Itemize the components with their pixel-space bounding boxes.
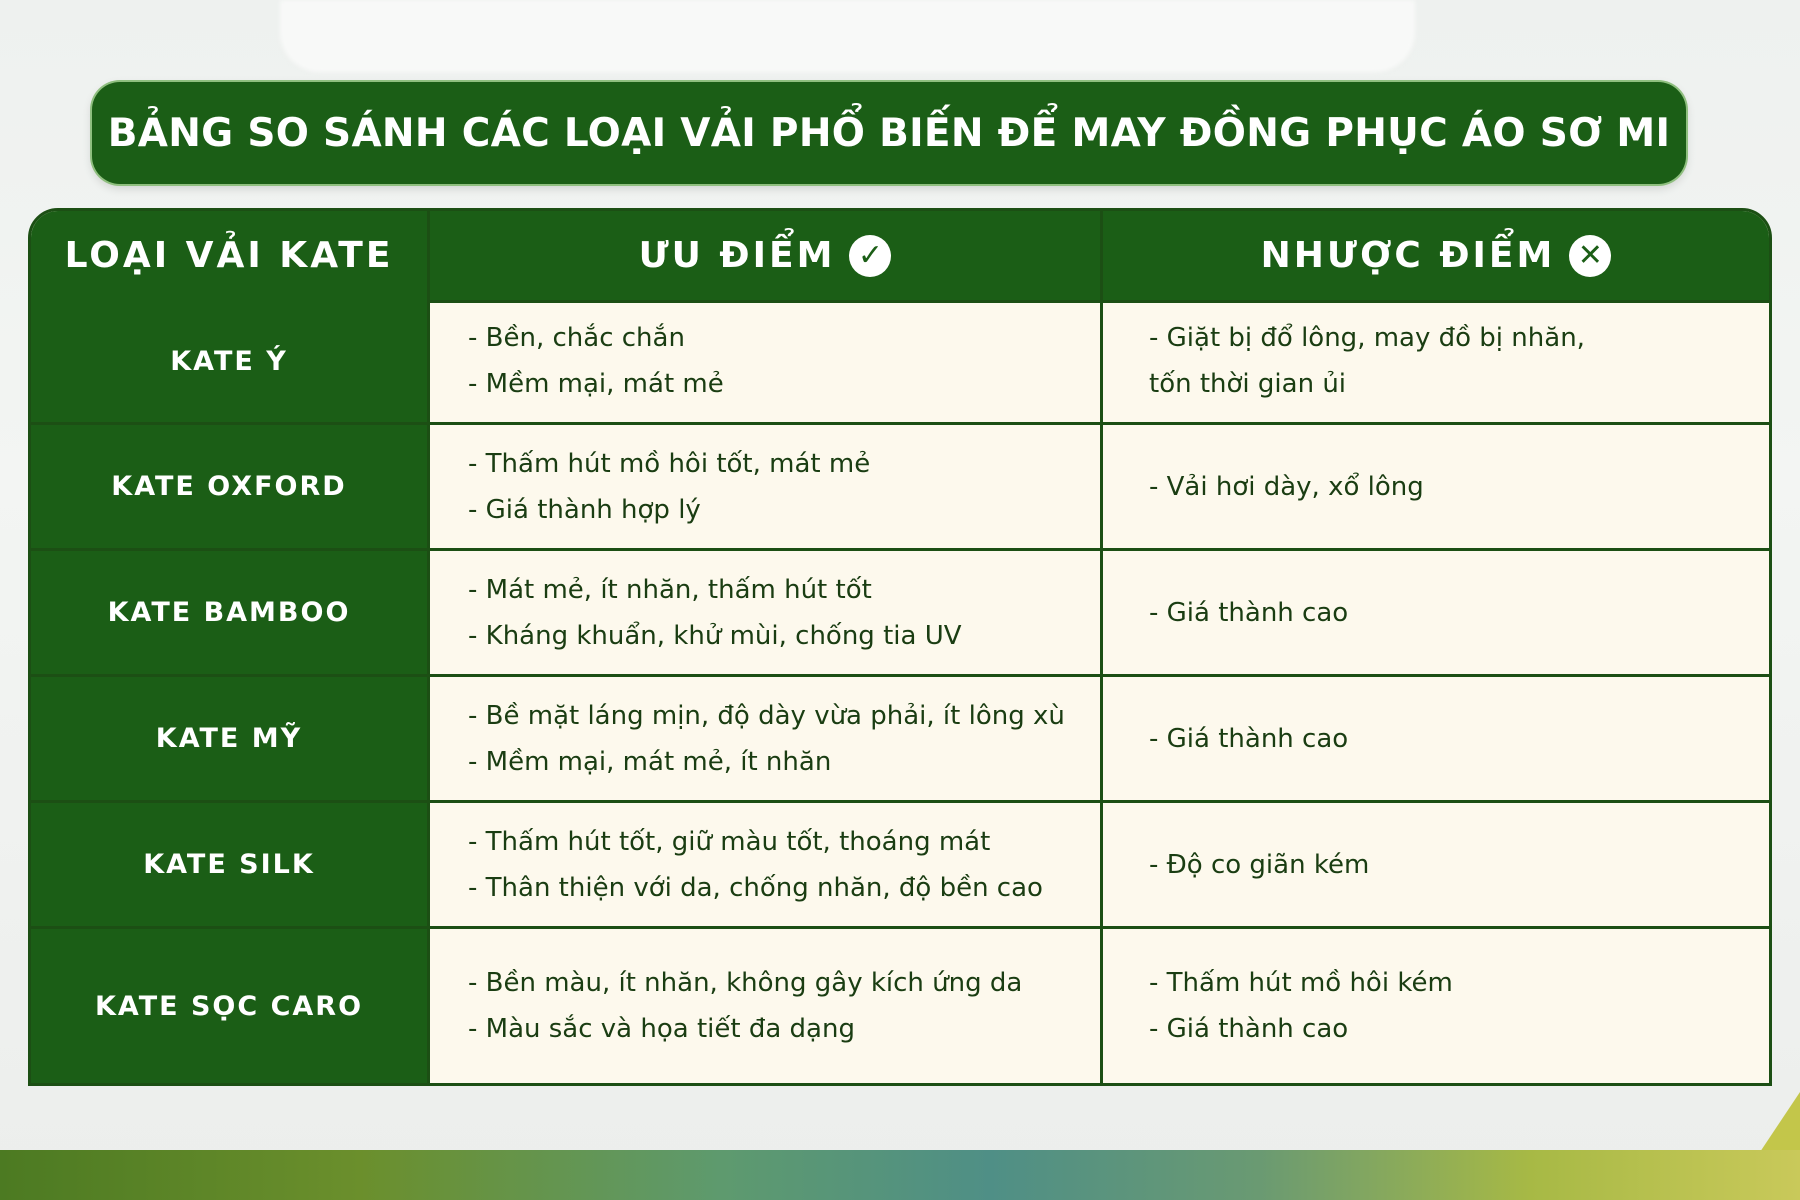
fabric-type-cell: KATE OXFORD bbox=[31, 425, 427, 548]
pros-cell bbox=[430, 425, 1100, 548]
cons-cell bbox=[1103, 803, 1769, 926]
header-cons-label: NHƯỢC ĐIỂM bbox=[1260, 235, 1556, 276]
table-row bbox=[31, 803, 1769, 929]
pros-cell bbox=[430, 677, 1100, 800]
table-row bbox=[31, 551, 1769, 677]
title-banner bbox=[92, 82, 1686, 184]
header-fabric-type-label: LOẠI VẢI KATE bbox=[64, 235, 394, 276]
pros-line: - Mềm mại, mát mẻ, ít nhăn bbox=[468, 746, 832, 777]
header-pros bbox=[430, 211, 1100, 300]
pros-line: - Thấm hút mồ hôi tốt, mát mẻ bbox=[468, 448, 871, 479]
cons-cell bbox=[1103, 551, 1769, 674]
table-row bbox=[31, 677, 1769, 803]
column-divider bbox=[1100, 211, 1103, 1083]
cons-line: - Giặt bị đổ lông, may đồ bị nhăn, bbox=[1149, 323, 1585, 353]
fabric-type-cell: KATE Ý bbox=[31, 300, 427, 422]
header-cons bbox=[1103, 211, 1769, 300]
pros-cell bbox=[430, 300, 1100, 422]
cons-cell bbox=[1103, 425, 1769, 548]
bottom-gradient-bar bbox=[0, 1150, 1800, 1200]
pros-line: - Mềm mại, mát mẻ bbox=[468, 369, 724, 399]
cons-line: - Vải hơi dày, xổ lông bbox=[1149, 471, 1424, 502]
cons-line: - Độ co giãn kém bbox=[1149, 849, 1370, 880]
pros-line: - Mát mẻ, ít nhăn, thấm hút tốt bbox=[468, 574, 872, 605]
pros-line: - Bề mặt láng mịn, độ dày vừa phải, ít lông xù bbox=[468, 700, 1065, 731]
cons-line: - Giá thành cao bbox=[1149, 1014, 1349, 1044]
cons-line: - Giá thành cao bbox=[1149, 723, 1349, 754]
pros-line: - Bền màu, ít nhăn, không gây kích ứng da bbox=[468, 968, 1023, 998]
pros-line: - Giá thành hợp lý bbox=[468, 494, 701, 525]
cons-line: - Thấm hút mồ hôi kém bbox=[1149, 968, 1453, 998]
pros-line: - Màu sắc và họa tiết đa dạng bbox=[468, 1014, 855, 1044]
pros-cell bbox=[430, 929, 1100, 1083]
comparison-table bbox=[28, 208, 1772, 1086]
pros-cell bbox=[430, 551, 1100, 674]
pros-line: - Thấm hút tốt, giữ màu tốt, thoáng mát bbox=[468, 826, 991, 857]
table-row bbox=[31, 300, 1769, 425]
pros-line: - Bền, chắc chắn bbox=[468, 323, 685, 353]
pros-line: - Thân thiện với da, chống nhăn, độ bền cao bbox=[468, 872, 1043, 903]
top-highlight bbox=[280, 0, 1415, 72]
cons-line: - Giá thành cao bbox=[1149, 597, 1349, 628]
cons-cell bbox=[1103, 677, 1769, 800]
fabric-type-cell: KATE SỌC CARO bbox=[31, 929, 427, 1083]
table-header-row bbox=[31, 211, 1769, 303]
x-circle-icon: ✕ bbox=[1569, 235, 1611, 277]
fabric-type-cell: KATE SILK bbox=[31, 803, 427, 926]
cons-cell bbox=[1103, 929, 1769, 1083]
page-title: BẢNG SO SÁNH CÁC LOẠI VẢI PHỔ BIẾN ĐỂ MAY ĐỒNG PHỤC ÁO SƠ MI bbox=[107, 110, 1671, 156]
pros-cell bbox=[430, 803, 1100, 926]
table-row bbox=[31, 929, 1769, 1083]
pros-line: - Kháng khuẩn, khử mùi, chống tia UV bbox=[468, 620, 962, 651]
check-circle-icon: ✓ bbox=[849, 235, 891, 277]
fabric-type-cell: KATE MỸ bbox=[31, 677, 427, 800]
header-fabric-type bbox=[31, 211, 427, 300]
header-pros-label: ƯU ĐIỂM bbox=[638, 235, 836, 276]
cons-line: tốn thời gian ủi bbox=[1149, 369, 1347, 399]
column-divider bbox=[427, 211, 430, 1083]
fabric-type-cell: KATE BAMBOO bbox=[31, 551, 427, 674]
corner-accent bbox=[1760, 1092, 1800, 1152]
table-row bbox=[31, 425, 1769, 551]
cons-cell bbox=[1103, 300, 1769, 422]
